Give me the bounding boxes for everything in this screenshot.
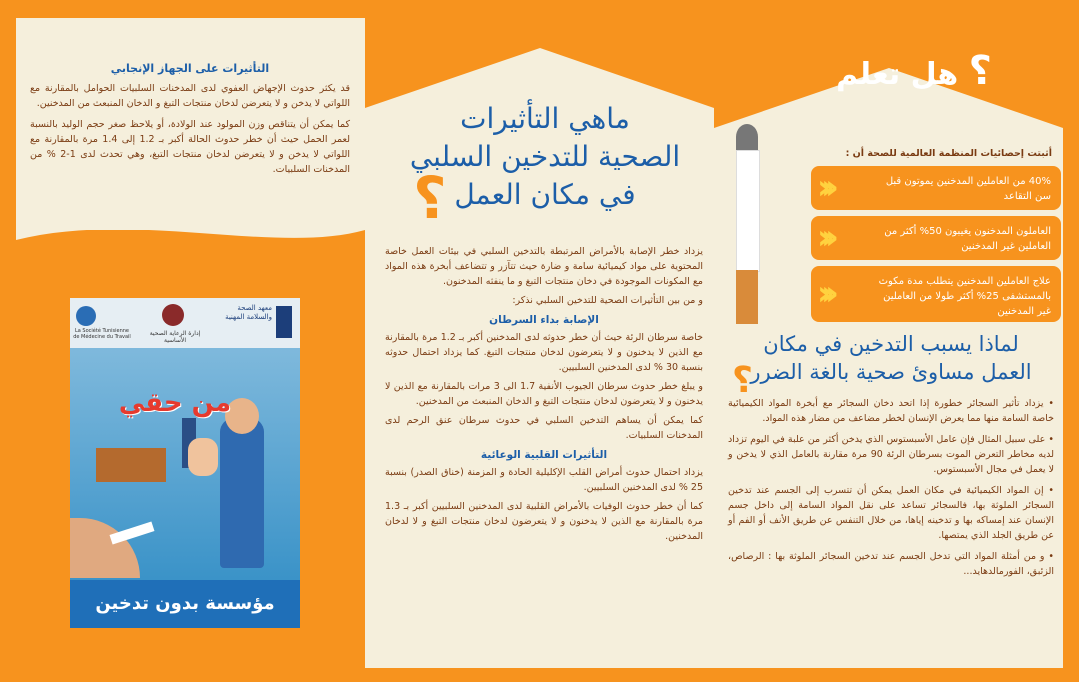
bottom-band: [365, 668, 714, 682]
cream-wave: [16, 200, 365, 260]
cover-title: من حقي: [118, 388, 232, 418]
title-line: في مكان العمل: [454, 178, 636, 211]
institute-logo-icon: [276, 306, 292, 338]
bottom-band: [0, 668, 365, 682]
question-mark-icon: ؟: [968, 48, 992, 94]
why-body: [728, 396, 1054, 579]
right-band: [1063, 18, 1079, 668]
left-band: [0, 18, 16, 668]
cover-org-label: La Société Tunisienne de Médecine du Travail: [73, 328, 131, 340]
did-you-know-title: [814, 48, 1014, 94]
raised-hand: [188, 438, 218, 476]
cover-banner: مؤسسة بدون تدخين: [70, 580, 300, 628]
top-band: [0, 0, 365, 18]
panel-did-you-know: [714, 0, 1079, 682]
cigarette-icon: [110, 521, 155, 544]
seal-icon: [162, 304, 184, 326]
section-heading: التأثيرات على الجهاز الإنجابي: [110, 62, 270, 75]
top-band: [365, 0, 714, 18]
chevron-arrows-icon: ‹‹‹: [817, 273, 830, 314]
desk-shape: [96, 448, 166, 482]
paragraph: قد يكثر حدوث الإجهاض العفوي لدى المدخنات السلبيات الحوامل بالمقارنة مع اللواتي لا يدخن و لا يتعرضن لدخان منتجات التبغ و الدخان المنبعث من المدخنين.: [30, 83, 350, 109]
booklet-cover-image: [70, 298, 300, 628]
paragraph: و يبلغ خطر حدوث سرطان الجيوب الأنفية 1.7 الى 3 مرات بالمقارنة مع الذين لا يدخنون و لا يتعرضون لدخان منتجات التبغ و الدخان المنبعث من المدخنين.: [385, 381, 703, 407]
paragraph: كما يمكن أن يتناقص وزن المولود عند الولادة، أو يلاحظ صغر حجم الوليد بالنسبة لعمر الحمل حيث أن خطر حدوث الحالة أكبر بـ 1.2 إلى 1.4 مرة بالمقارنة مع اللواتي لا يدخن و لا يتعرضن لدخان منتجات التبغ، وهي تحدث لدى 1-2 % من المدخنات السلبيات.: [30, 119, 350, 175]
cigarette-filter: [736, 270, 758, 324]
title-line: ماهي التأثيرات: [460, 102, 630, 135]
section-title: [385, 100, 705, 232]
cover-header: [70, 298, 300, 348]
top-band: [714, 0, 1079, 18]
health-effects-body: [385, 244, 703, 544]
who-statistic-label: أثبتت إحصائيات المنظمة العالمية للصحة أن :: [845, 148, 1052, 159]
stat-card: [811, 166, 1061, 210]
title-line: الصحية للتدخين السلبي: [409, 140, 681, 173]
subheading: الإصابة بداء السرطان: [489, 314, 599, 326]
panel-health-effects: [365, 0, 714, 682]
stat-text: العاملون المدخنون يغيبون 50% أكثر من العاملين غير المدخنين: [884, 226, 1051, 252]
panel-reproductive: [0, 0, 365, 682]
ash-tip: [736, 124, 758, 150]
cover-org-label: معهد الصحة والسلامة المهنية: [225, 304, 272, 321]
bullet-item: • على سبيل المثال فإن عامل الأسبستوس الذي يدخن أكثر من علبة في اليوم تزداد لديه مخاطر التعرض الموت بسرطان الرئة 90 مرة مقارنة بالعامل الذي لا يدخن و لا يعمل في مجال الأسبستوس.: [728, 434, 1054, 475]
smoker-face: [70, 518, 140, 578]
why-title: [726, 330, 1056, 401]
stat-card: [811, 266, 1061, 322]
bottom-band: [714, 668, 1079, 682]
title-line: لماذا يسبب التدخين في مكان: [763, 332, 1019, 356]
stat-text: علاج العاملين المدخنين يتطلب مدة مكوث بالمستشفى 25% أكثر طولا من العاملين غير المدخنين: [878, 276, 1051, 317]
chevron-arrows-icon: ‹‹‹: [817, 167, 830, 208]
cigarette-icon: [732, 124, 754, 324]
paragraph: كما يمكن أن يساهم التدخين السلبي في حدوث سرطان عنق الرحم لدى المدخنات السلبيات.: [385, 415, 703, 441]
title-line: العمل مساوئ صحية بالغة الضرر: [750, 360, 1032, 384]
bullet-item: • و من أمثلة المواد التي تدخل الجسم عند تدخين السجائر الملوثة بها : الرصاص، الزئبق، الفورمالدهايد...: [728, 551, 1054, 577]
cigarette-body: [736, 150, 760, 272]
subheading: التأثيرات القلبية الوعائية: [480, 449, 608, 461]
cover-illustration: [70, 348, 300, 578]
logo-icon: [76, 306, 96, 326]
stat-text: 40% من العاملين المدخنين يموتون قبل سن التقاعد: [885, 176, 1051, 202]
chevron-arrows-icon: ‹‹‹: [817, 217, 830, 258]
man-figure: [220, 418, 264, 568]
bullet-item: • يزداد تأثير السجائر خطورة إذا اتحد دخان السجائر مع أبخرة المواد الكيميائية خاصة السامة منها مما يعرض الإنسان لخطر مضاعف من مضار هذه المواد.: [728, 398, 1054, 424]
paragraph: و من بين التأثيرات الصحية للتدخين السلبي نذكر:: [512, 295, 703, 306]
paragraph: يزداد احتمال حدوث أمراض القلب الإكليلية الحادة و المزمنة (خناق الصدر) بنسبة 25 % لدى المدخنين السلبيين.: [385, 467, 703, 493]
question-mark-icon: ؟: [413, 164, 447, 232]
question-mark-icon: ؟: [732, 360, 753, 401]
reproductive-section: [30, 62, 350, 177]
bullet-item: • إن المواد الكيميائية في مكان العمل يمكن أن تتسرب إلى الجسم عند تدخين السجائر الملوثة بها، فالسجائر تساعد على نقل المواد السامة إلى داخل جسم الإنسان عند إمساكه بها و تدخينه إياها، من خلال التنفس عن طريق الأنف أو الفم أو عن طريق الجلد الذي يمتصها.: [728, 485, 1054, 541]
title-text: هل تعلم: [836, 57, 959, 92]
stat-card: [811, 216, 1061, 260]
paragraph: كما أن خطر حدوث الوفيات بالأمراض القلبية لدى المدخنين السلبيين أكبر بـ 1.3 مرة بالمقارنة مع الذين لا يدخنون و لا يتعرضون لدخان منتجات التبغ و لا لدخان المدخنين.: [385, 501, 703, 542]
paragraph: يزداد خطر الإصابة بالأمراض المرتبطة بالتدخين السلبي في بيئات العمل خاصة المحتوية على مواد كيميائية سامة و ضارة حيث تتآزر و تتضاعف أبخرة هذه المواد مع المكونات الموجودة في دخان منتجات التبغ و ما ينفثه المدخنون.: [385, 246, 703, 287]
cover-org-label: إدارة الرعاية الصحية الأساسية: [149, 330, 201, 344]
paragraph: خاصة سرطان الرئة حيث أن خطر حدوثه لدى المدخنين أكبر بـ 1.2 مرة بالمقارنة مع الذين لا يدخنون و لا يتعرضون لدخان منتجات التبغ. كما يزداد احتمال حدوثه بنسبة 30 % لدى المدخنين السلبيين.: [385, 332, 703, 373]
